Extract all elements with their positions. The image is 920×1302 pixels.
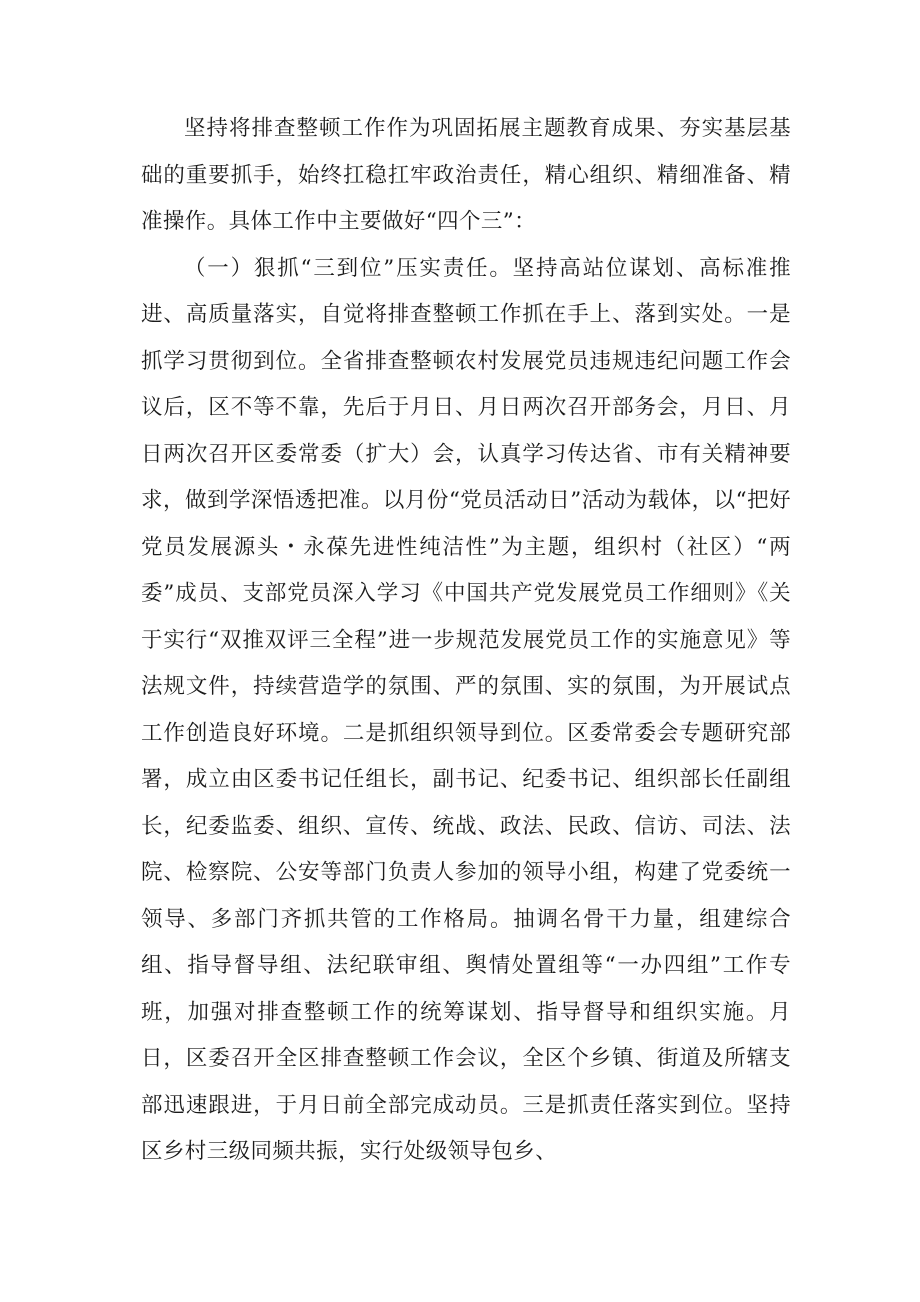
paragraph-section-one: （一）狠抓“三到位”压实责任。坚持高站位谋划、高标准推进、高质量落实，自觉将排查整顿工作抓在手上、落到实处。一是抓学习贯彻到位。全省排查整顿农村发展党员违规违纪问题工作会议后，区不等不靠，先后于月日、月日两次召开部务会，月日、月日两次召开区委常委（扩大）会，认真学习传达省、市有关精神要求，做到学深悟透把准。以月份“党员活动日”活动为载体，以“把好党员发展源头・永葆先进性纯洁性”为主题，组织村（社区）“两委”成员、支部党员深入学习《中国共产党发展党员工作细则》《关于实行“双推双评三全程”进一步规范发展党员工作的实施意见》等法规文件，持续营造学的氛围、严的氛围、实的氛围，为开展试点工作创造良好环境。二是抓组织领导到位。区委常委会专题研究部署，成立由区委书记任组长，副书记、纪委书记、组织部长任副组长，纪委监委、组织、宣传、统战、政法、民政、信访、司法、法院、检察院、公安等部门负责人参加的领导小组，构建了党委统一领导、多部门齐抓共管的工作格局。抽调名骨干力量，组建综合组、指导督导组、法纪联审组、舆情处置组等“一办四组”工作专班，加强对排查整顿工作的统筹谋划、指导督导和组织实施。月日，区委召开全区排查整顿工作会议，全区个乡镇、街道及所辖支部迅速跟进，于月日前全部完成动员。三是抓责任落实到位。坚持区乡村三级同频共振，实行处级领导包乡、 [141, 255, 791, 1164]
paragraph-intro: 坚持将排查整顿工作作为巩固拓展主题教育成果、夯实基层基础的重要抓手，始终扛稳扛牢政治责任，精心组织、精细准备、精准操作。具体工作中主要做好“四个三”： [141, 116, 791, 234]
document-body [141, 106, 791, 1176]
